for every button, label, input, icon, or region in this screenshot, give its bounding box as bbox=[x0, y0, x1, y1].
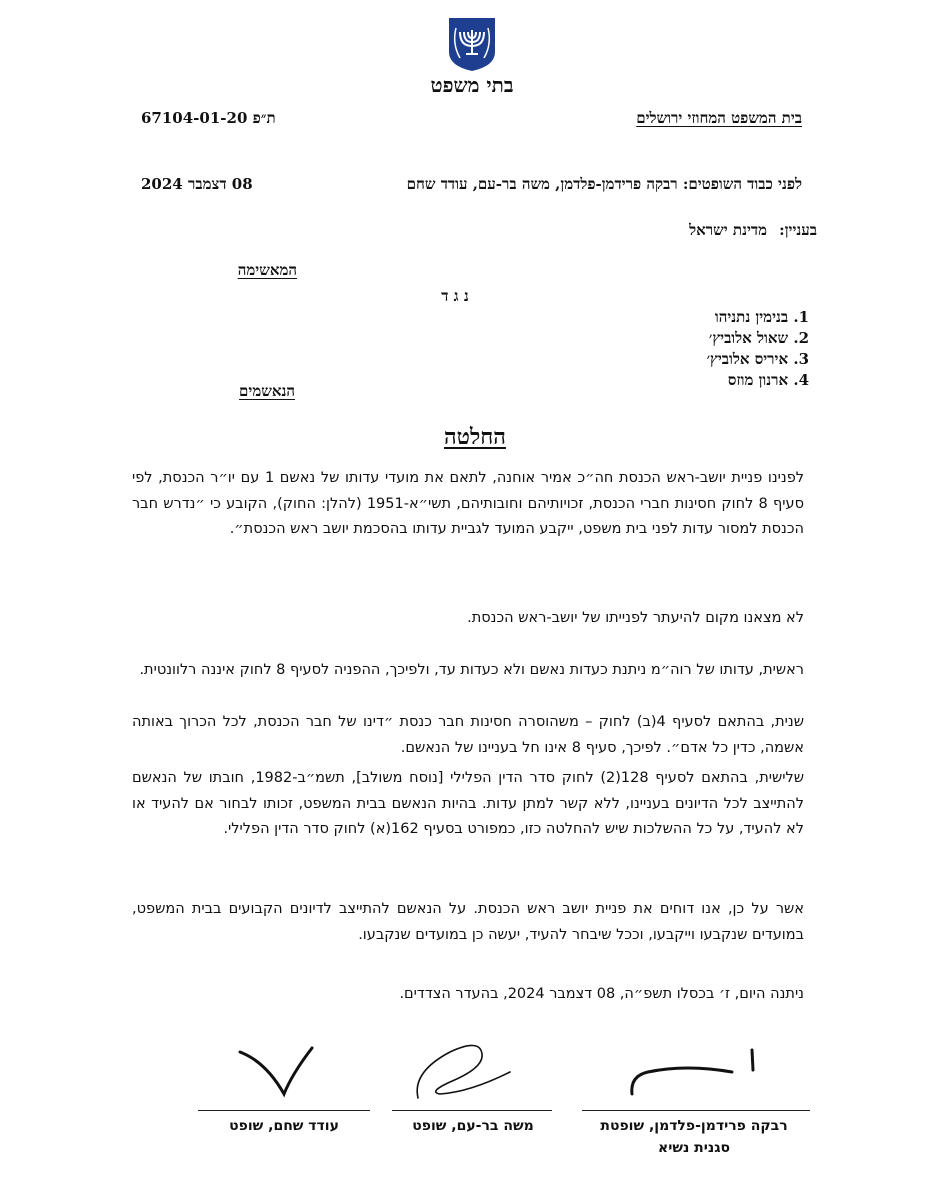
decision-paragraph-5: שלישית, בהתאם לסעיף 128(2) לחוק סדר הדין הפלילי [נוסח משולב], תשמ״ב-1982, חובתו של הנאשם להתייצב לכל הדיונים בעניינו, ללא קשר למתן עדות. בהיות הנאשם בבית המשפט, זכותו לבחור אם להעיד או לא להעיד, על כל ההשלכות שיש להחלטה כזו, כמפורט בסעיף 162(א) לחוק סדר הדין הפלילי. bbox=[132, 770, 804, 837]
signature-line bbox=[198, 1110, 370, 1111]
defendant-item: 4. ארנון מוזס bbox=[727, 371, 809, 389]
prosecution-name: מדינת ישראל bbox=[689, 221, 767, 239]
matter-label: בעניין: bbox=[779, 221, 817, 239]
judges-line: לפני כבוד השופטים: רבקה פרידמן-פלדמן, משה בר-עם, עודד שחם bbox=[406, 175, 802, 193]
versus-label: נ ג ד bbox=[441, 287, 469, 305]
defendants-list bbox=[707, 307, 809, 391]
defendants-role: הנאשמים bbox=[239, 382, 295, 400]
signature-name-1: רבקה פרידמן-פלדמן, שופטת bbox=[600, 1118, 788, 1134]
decision-paragraph-6: אשר על כן, אנו דוחים את פניית יושב ראש הכנסת. על הנאשם להתייצב לדיונים הקבועים בבית המשפט, במועדים שנקבעו וייקבעו, וככל שיבחר להעיד, יעשה כן במועדים שנקבעו. bbox=[132, 901, 804, 943]
decision-paragraph-2: לא מצאנו מקום להיעתר לפנייתו של יושב-ראש הכנסת. bbox=[467, 610, 804, 626]
signature-mark-2 bbox=[410, 1032, 520, 1106]
court-name: בית המשפט המחוזי ירושלים bbox=[636, 109, 802, 127]
defendant-item: 2. שאול אלוביץ׳ bbox=[708, 329, 809, 347]
decision-paragraph-3: ראשית, עדותו של רוה״מ ניתנת כעדות נאשם ולא כעדות עד, ולפיכך, ההפניה לסעיף 8 לחוק איננה רלוונטית. bbox=[139, 662, 804, 678]
signature-name-2: משה בר-עם, שופט bbox=[412, 1118, 534, 1134]
signature-line bbox=[392, 1110, 552, 1111]
signature-line bbox=[582, 1110, 810, 1111]
org-name: בתי משפט bbox=[430, 73, 514, 97]
defendant-item: 1. בנימין נתניהו bbox=[714, 308, 809, 326]
signature-name-3: עודד שחם, שופט bbox=[229, 1118, 339, 1134]
decision-paragraph-4: שנית, בהתאם לסעיף 4(ב) לחוק – משהוסרה חסינות חבר כנסת ״דינו של חבר הכנסת, לכל הכרוך באותה אשמה, כדין כל אדם״. לפיכך, סעיף 8 אינו חל בעניינו של הנאשם. bbox=[132, 714, 804, 756]
state-emblem-icon bbox=[446, 16, 498, 72]
signature-mark-3 bbox=[236, 1044, 316, 1098]
case-number: ת״פ 67104-01-20 bbox=[141, 109, 276, 127]
prosecution-role: המאשימה bbox=[237, 261, 297, 279]
signature-title-1: סגנית נשיא bbox=[658, 1140, 730, 1156]
given-line: ניתנה היום, ז׳ בכסלו תשפ״ה, 08 דצמבר 2024, בהעדר הצדדים. bbox=[399, 986, 804, 1002]
defendant-item: 3. איריס אלוביץ׳ bbox=[706, 350, 809, 368]
decision-date: 08 דצמבר 2024 bbox=[141, 175, 253, 193]
decision-paragraph-1: לפנינו פניית יושב-ראש הכנסת חה״כ אמיר אוחנה, לתאם את מועדי עדותו של נאשם 1 עם יו״ר הכנסת, לפי סעיף 8 לחוק חסינות חברי הכנסת, זכויותיהם וחובותיהם, תשי״א-1951 (להלן: החוק), הקובע כי ״נדרש חבר הכנסת למסור עדות לפני בית משפט, ייקבע המועד לגביית עדותו בהסכמת יושב ראש הכנסת״. bbox=[132, 470, 804, 537]
decision-title: החלטה bbox=[444, 424, 506, 450]
signature-mark-1 bbox=[626, 1046, 766, 1106]
